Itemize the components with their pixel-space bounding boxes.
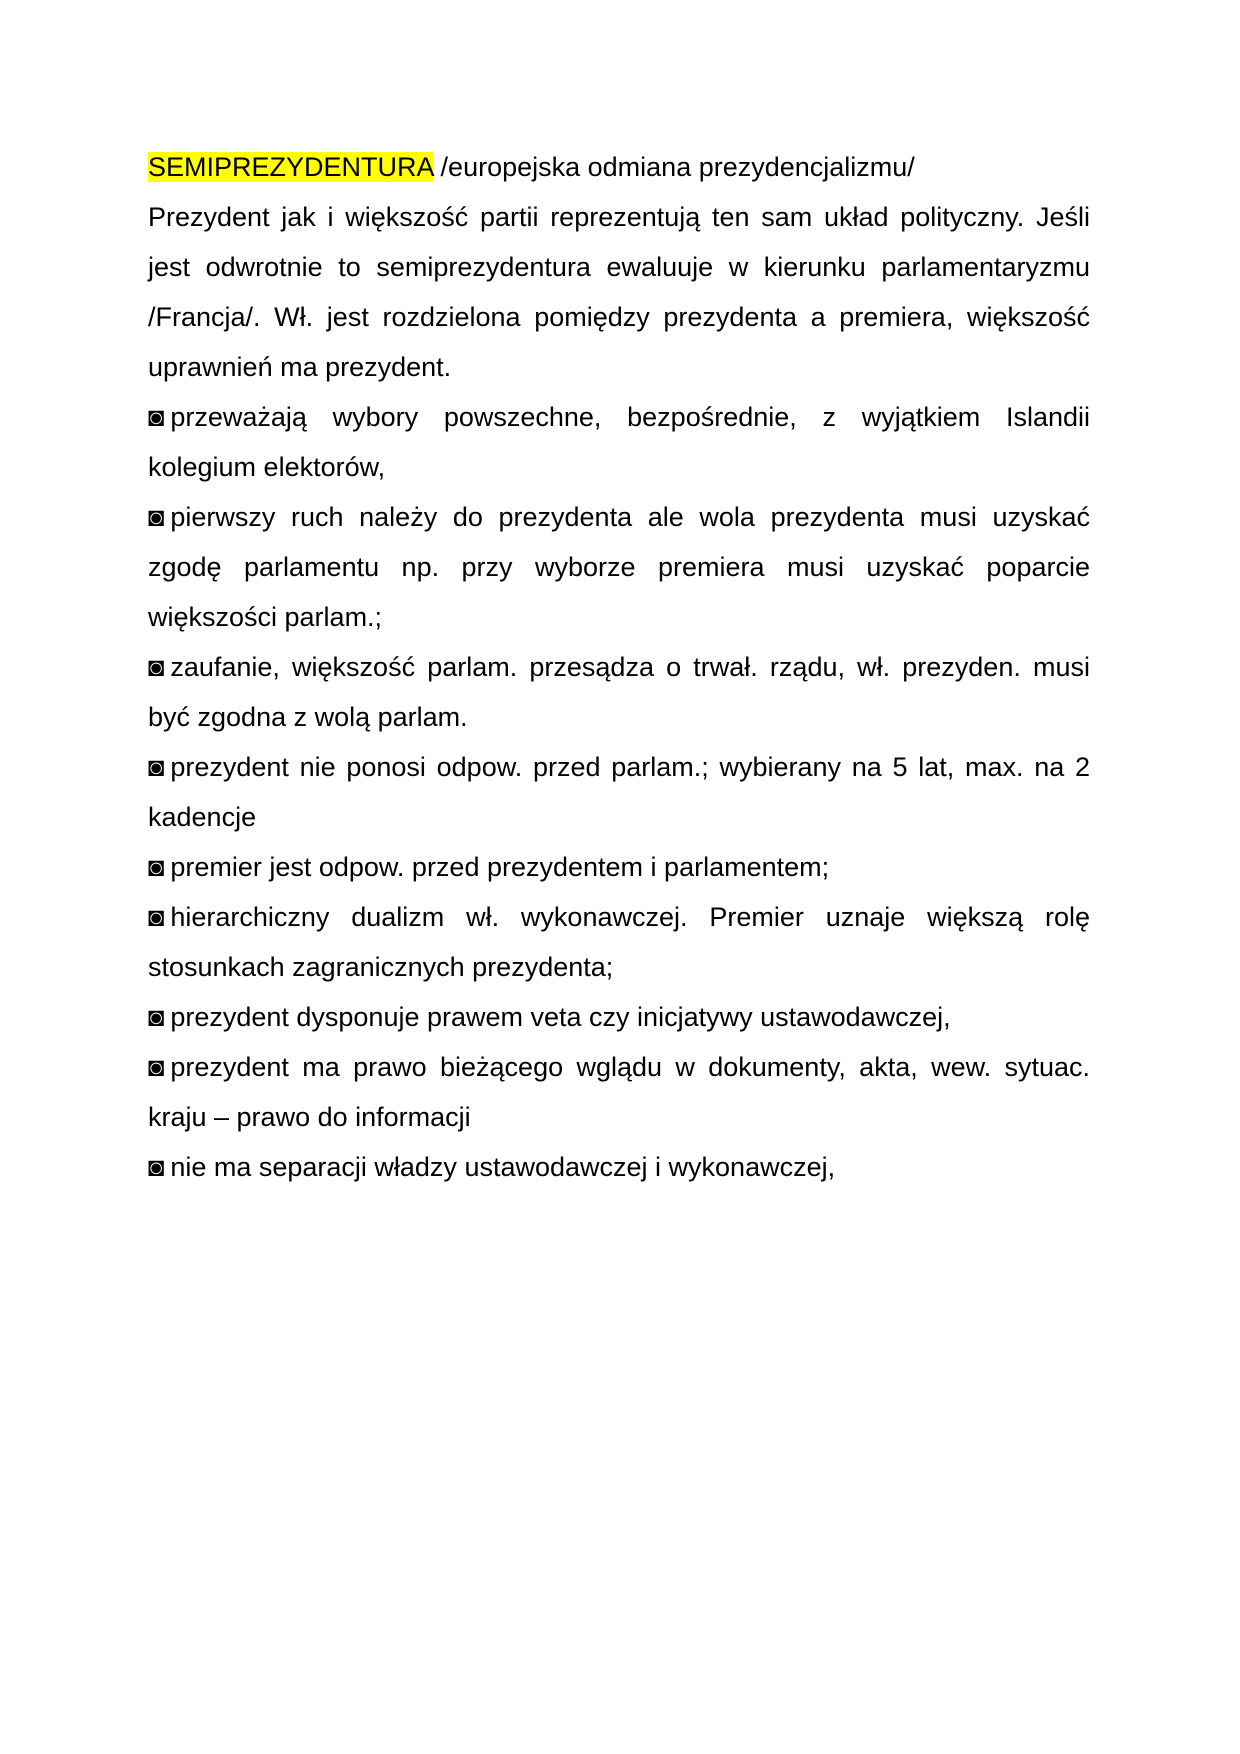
bullet-text: pierwszy ruch należy do prezydenta ale wola prezydenta musi uzyskać zgodę parlamentu np. przy wyborze premiera musi uzyskać poparcie większości parlam.; <box>148 502 1090 632</box>
document-heading <box>148 142 1090 192</box>
bullet-item <box>148 1142 1090 1192</box>
bullet-item <box>148 892 1090 992</box>
document-title: SEMIPREZYDENTURA <box>148 152 434 182</box>
bullet-item <box>148 992 1090 1042</box>
bullet-icon: ◙ <box>148 502 165 532</box>
bullet-item <box>148 742 1090 842</box>
bullet-item <box>148 1042 1090 1142</box>
bullet-icon: ◙ <box>148 752 165 782</box>
bullet-icon: ◙ <box>148 852 165 882</box>
bullet-icon: ◙ <box>148 402 165 432</box>
intro-paragraph: Prezydent jak i większość partii reprezentują ten sam układ polityczny. Jeśli jest odwrotnie to semiprezydentura ewaluuje w kierunku parlamentaryzmu /Francja/. Wł. jest rozdzielona pomiędzy prezydenta a premiera, większość uprawnień ma prezydent. <box>148 202 1090 382</box>
bullet-icon: ◙ <box>148 1152 165 1182</box>
document-subtitle: /europejska odmiana prezydencjalizmu/ <box>433 152 915 182</box>
bullet-text: prezydent nie ponosi odpow. przed parlam.; wybierany na 5 lat, max. na 2 kadencje <box>148 752 1090 832</box>
bullet-item <box>148 492 1090 642</box>
bullet-item <box>148 392 1090 492</box>
bullet-item <box>148 642 1090 742</box>
bullet-text: prezydent dysponuje prawem veta czy inicjatywy ustawodawczej, <box>170 1002 951 1032</box>
document-page <box>148 142 1090 1192</box>
bullet-text: przeważają wybory powszechne, bezpośrednie, z wyjątkiem Islandii kolegium elektorów, <box>148 402 1090 482</box>
bullet-icon: ◙ <box>148 1052 165 1082</box>
bullet-text: prezydent ma prawo bieżącego wglądu w dokumenty, akta, wew. sytuac. kraju – prawo do informacji <box>148 1052 1090 1132</box>
bullet-icon: ◙ <box>148 1002 165 1032</box>
bullet-text: zaufanie, większość parlam. przesądza o trwał. rządu, wł. prezyden. musi być zgodna z wolą parlam. <box>148 652 1090 732</box>
bullet-text: premier jest odpow. przed prezydentem i parlamentem; <box>170 852 830 882</box>
bullet-icon: ◙ <box>148 902 165 932</box>
bullet-icon: ◙ <box>148 652 165 682</box>
bullet-item <box>148 842 1090 892</box>
bullet-text: hierarchiczny dualizm wł. wykonawczej. Premier uznaje większą rolę stosunkach zagranicznych prezydenta; <box>148 902 1090 982</box>
bullet-text: nie ma separacji władzy ustawodawczej i wykonawczej, <box>170 1152 836 1182</box>
